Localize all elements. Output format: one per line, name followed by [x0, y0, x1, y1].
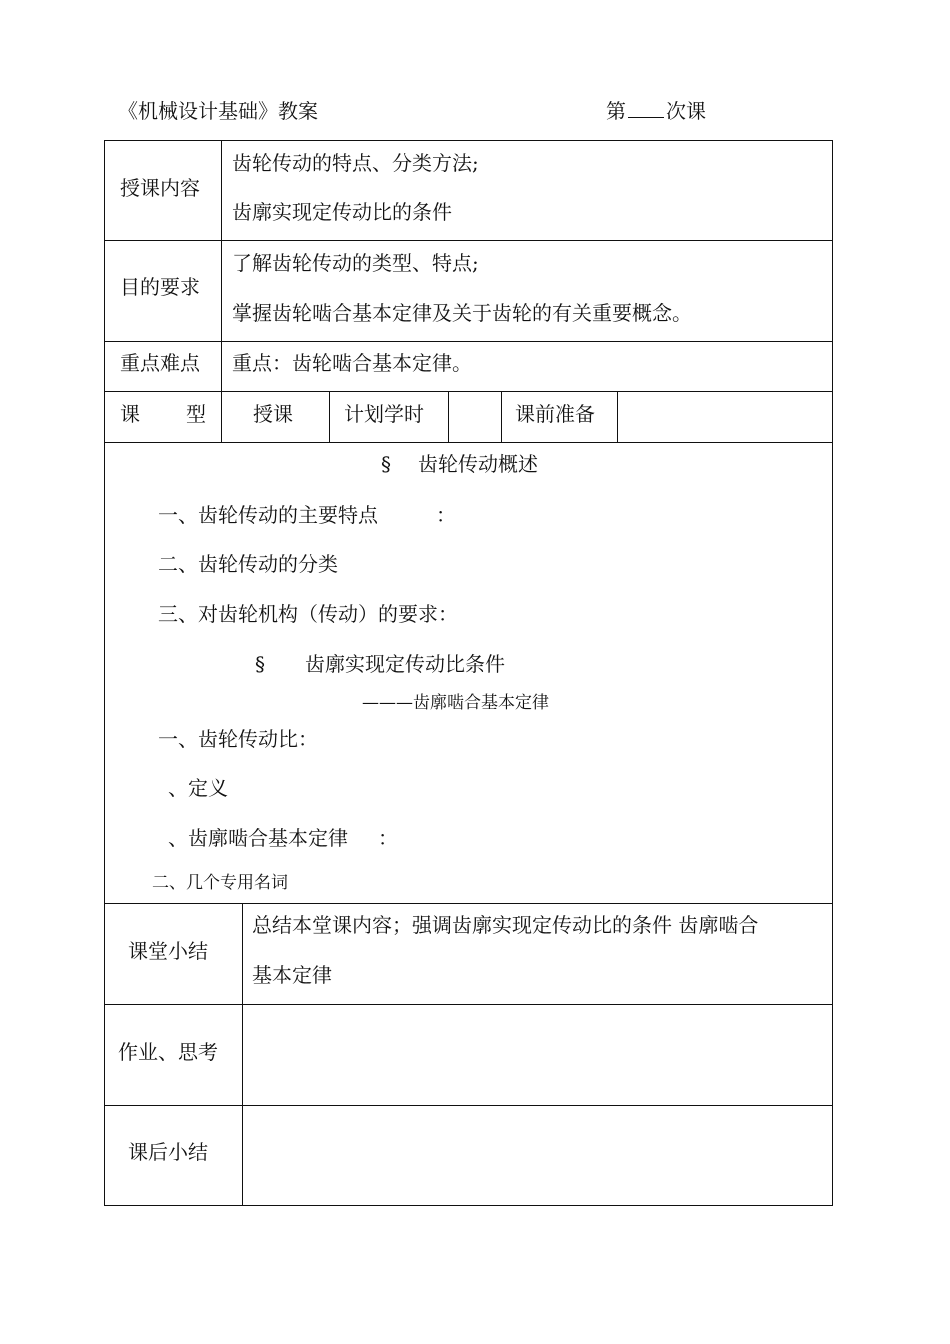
outline-item: 二、齿轮传动的分类 — [158, 552, 338, 576]
section-symbol: § — [381, 452, 391, 476]
reflection-label: 课后小结 — [128, 1140, 208, 1164]
section-subtitle: ———齿廓啮合基本定律 — [362, 693, 549, 713]
goal-label: 目的要求 — [120, 275, 200, 299]
outline-item: 一、齿轮传动比： — [158, 727, 318, 751]
column-divider — [617, 391, 618, 442]
row-divider — [104, 442, 833, 443]
type-value: 授课 — [253, 402, 293, 426]
summary-line-2: 基本定律 — [252, 963, 332, 987]
key-label: 重点难点 — [120, 351, 200, 375]
column-divider — [501, 391, 502, 442]
outline-subitem: 、齿廓啮合基本定律 — [168, 826, 348, 850]
hours-label: 计划学时 — [344, 402, 424, 426]
content-line-1: 齿轮传动的特点、分类方法; — [232, 151, 479, 175]
goal-line-1: 了解齿轮传动的类型、特点; — [232, 251, 479, 275]
type-label-a: 课 — [120, 402, 140, 426]
homework-label: 作业、思考 — [118, 1040, 218, 1064]
outline-item: 三、对齿轮机构（传动）的要求： — [158, 602, 458, 626]
row-divider — [104, 391, 833, 392]
row-divider — [104, 903, 833, 904]
outline-item: 一、齿轮传动的主要特点 — [158, 503, 378, 527]
outline-item-colon: ： — [436, 503, 456, 527]
type-label-b: 型 — [186, 402, 206, 426]
course-title: 《机械设计基础》教案 — [118, 99, 318, 123]
content-label: 授课内容 — [120, 176, 200, 200]
outline-subitem-colon: ： — [378, 826, 398, 850]
content-line-2: 齿廓实现定传动比的条件 — [232, 200, 452, 224]
column-divider — [329, 391, 330, 442]
goal-line-2: 掌握齿轮啮合基本定律及关于齿轮的有关重要概念。 — [232, 301, 692, 325]
section-symbol: § — [255, 652, 265, 676]
section-title: 齿廓实现定传动比条件 — [305, 652, 505, 676]
section-title: 齿轮传动概述 — [418, 452, 538, 476]
summary-line-1: 总结本堂课内容；强调齿廓实现定传动比的条件 齿廓啮合 — [252, 913, 759, 937]
key-text: 重点：齿轮啮合基本定律。 — [232, 351, 472, 375]
column-divider — [242, 903, 243, 1206]
row-divider — [104, 341, 833, 342]
lesson-prefix: 第 — [606, 99, 626, 123]
row-divider — [104, 240, 833, 241]
lesson-suffix: 次课 — [666, 99, 706, 123]
lesson-number-blank — [628, 97, 664, 118]
column-divider — [221, 140, 222, 442]
prep-label: 课前准备 — [515, 402, 595, 426]
lesson-number — [606, 96, 706, 126]
outline-subitem: 、定义 — [168, 776, 228, 800]
summary-label: 课堂小结 — [128, 939, 208, 963]
column-divider — [448, 391, 449, 442]
row-divider — [104, 1004, 833, 1005]
outline-item: 二、几个专用名词 — [152, 873, 288, 893]
row-divider — [104, 1105, 833, 1106]
